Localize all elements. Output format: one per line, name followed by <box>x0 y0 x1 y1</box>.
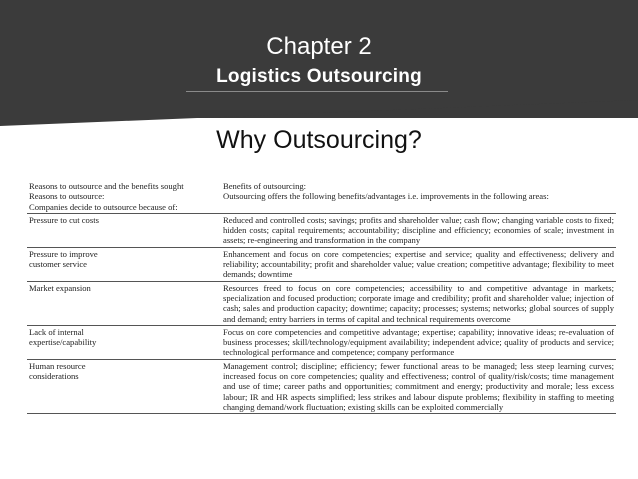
benefit-cell: Reduced and controlled costs; savings; profits and shareholder value; cash flow; changing variable costs to fixed; hidden costs; capital requirements; accountability; discipline and efficiency; economies of scale; investment in assets; re-engineering and transformation in the company <box>223 214 614 246</box>
reason-text: Lack of internal <box>29 326 84 337</box>
table-row <box>27 281 616 325</box>
reason-cell <box>27 248 221 281</box>
reason-text: considerations <box>29 371 79 382</box>
header-reasons-line: Companies decide to outsource because of: <box>29 201 178 212</box>
benefit-cell: Focus on core competencies and competitive advantage; expertise; capability; innovative ideas; re-evaluation of business processes; skill/technology/equipment availability; independent advice; quality of products and service; technological performance and competence; company performance <box>223 326 614 358</box>
header-reasons-cell <box>27 180 221 213</box>
subtitle-rule <box>186 91 448 92</box>
table-row <box>27 213 616 247</box>
table-row <box>27 359 616 414</box>
reason-text: Market expansion <box>29 282 91 293</box>
outsourcing-table <box>27 180 616 414</box>
banner-fold <box>0 100 638 126</box>
header-reasons-line: Reasons to outsource: <box>29 191 105 202</box>
chapter-title: Chapter 2 <box>266 33 372 60</box>
header-benefits-cell <box>221 180 616 213</box>
reason-text: Pressure to cut costs <box>29 214 99 225</box>
reason-cell <box>27 214 221 247</box>
table-header-row <box>27 180 616 213</box>
table-row <box>27 325 616 359</box>
chapter-subtitle: Logistics Outsourcing <box>216 66 422 87</box>
reason-text: Human resource <box>29 360 86 371</box>
reason-text: customer service <box>29 259 87 270</box>
slide-heading: Why Outsourcing? <box>216 126 422 154</box>
header-reasons-line: Reasons to outsource and the benefits sought <box>29 181 184 191</box>
reason-cell <box>27 360 221 413</box>
reason-text: expertise/capability <box>29 337 97 348</box>
reason-text: Pressure to improve <box>29 248 98 259</box>
header-benefits-line: Benefits of outsourcing: <box>223 181 307 191</box>
reason-cell <box>27 282 221 325</box>
benefit-cell: Management control; discipline; efficiency; fewer functional areas to be managed; less steep learning curves; increased focus on core competencies; quality and effectiveness; control of quality/risk/costs; time management and use of time; career paths and opportunities; commitment and energy; productivity and morale; less excess labour; IR and HR aspects simplified; less strikes and labour dispute problems; flexibility in staffing to meeting changing demand/work fluctuation; existing skills can be exploited commercially <box>223 360 614 412</box>
benefit-cell: Resources freed to focus on core competencies; accessibility to and competitive advantage in markets; specialization and focused production; corporate image and credibility; profit and shareholder value; injection of cash; sales and production capacity; downtime; capacity; processes; systems; networks; global sources of supply and demand; entry barriers in terms of capital and technical requirements overcome <box>223 282 614 324</box>
reason-cell <box>27 326 221 359</box>
benefit-cell: Enhancement and focus on core competencies; expertise and service; quality and effectiveness; delivery and reliability; accountability; profit and shareholder value; value creation; competitive advantage; flexibility to meet demands; downtime <box>223 248 614 280</box>
header-benefits-line: Outsourcing offers the following benefits/advantages i.e. improvements in the following areas: <box>223 191 549 202</box>
table-row <box>27 247 616 281</box>
